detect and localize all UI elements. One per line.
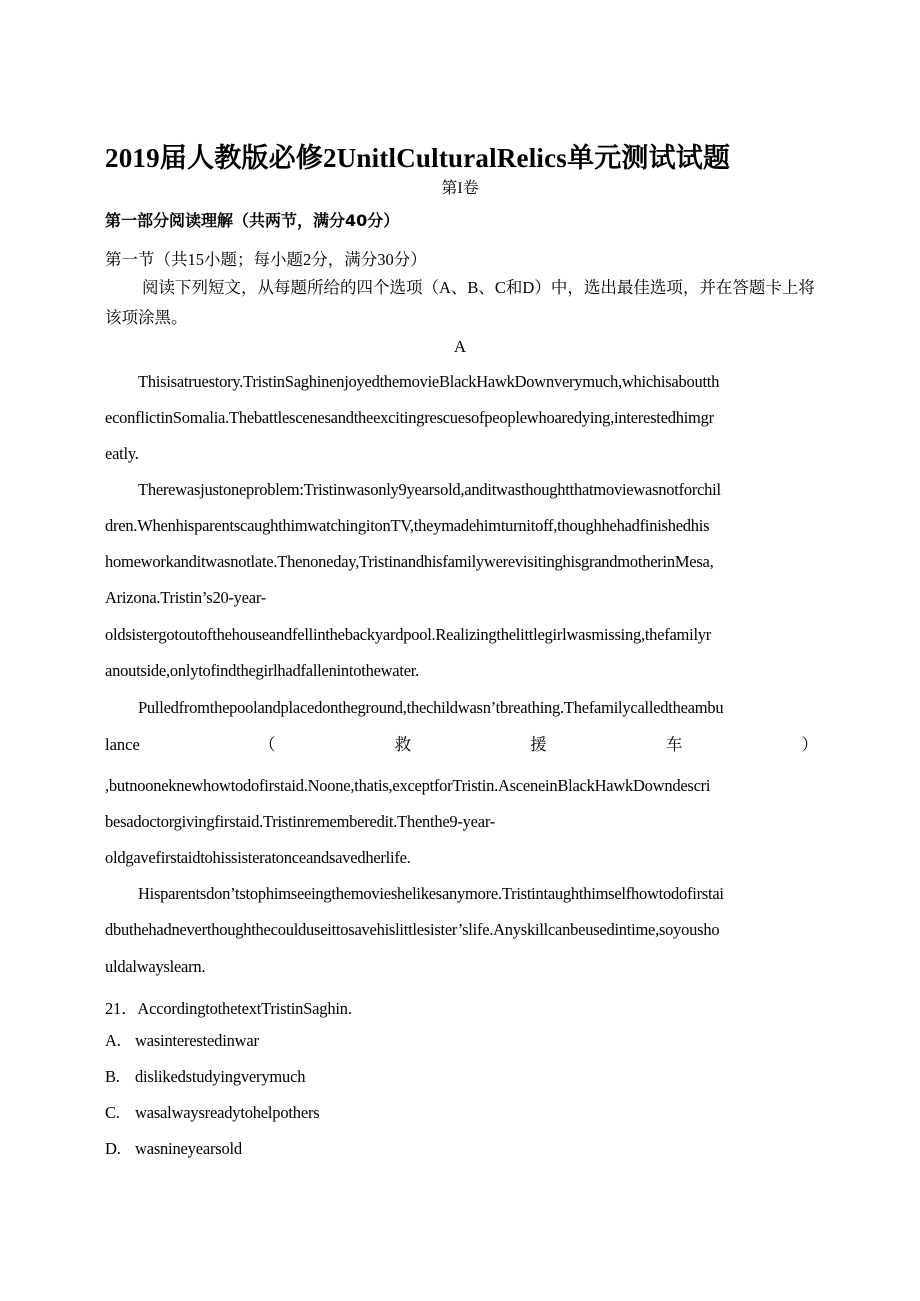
- passage-line: oldsistergotoutofthehouseandfellinthebackyardpool.Realizingthelittlegirlwasmissing,thefamilyr: [105, 625, 712, 644]
- option-text: wasalwaysreadytohelpothers: [135, 1103, 320, 1122]
- option-letter: A.: [105, 1031, 121, 1050]
- justified-word: lance: [105, 735, 140, 754]
- option-text: wasnineyearsold: [135, 1139, 242, 1158]
- justified-word: （: [258, 735, 276, 754]
- passage-line: Thisisatruestory.TristinSaghinenjoyedthemovieBlackHawkDownverymuch,whichisaboutth: [138, 372, 720, 391]
- option-letter: B.: [105, 1067, 120, 1086]
- passage-line: Hisparentsdon’tstophimseeingthemovieshelikesanymore.Tristintaughthimselfhowtodofirstai: [138, 884, 724, 903]
- option-letter: D.: [105, 1139, 121, 1158]
- option-letter: C.: [105, 1103, 120, 1122]
- justified-word: ）: [801, 735, 818, 754]
- volume-label: 第I卷: [441, 180, 479, 197]
- passage-line: econflictinSomalia.Thebattlescenesandtheexcitingrescuesofpeoplewhoaredying,interestedhimgr: [105, 408, 714, 427]
- section-heading: 第一节（共15小题；每小题2分，满分30分）: [105, 250, 427, 269]
- option-a: [105, 1031, 259, 1051]
- justified-word: 救: [394, 735, 412, 754]
- passage-line: Therewasjustoneproblem:Tristinwasonly9yearsold,anditwasthoughtthatmoviewasnotforchil: [138, 480, 721, 499]
- question-stem: 21．AccordingtothetextTristinSaghin.: [105, 999, 352, 1018]
- passage-line: uldalwayslearn.: [105, 957, 206, 976]
- passage-line: Arizona.Tristin’s20-year-: [105, 588, 266, 607]
- passage-line: dren.WhenhisparentscaughthimwatchingitonTV,theymadehimturnitoff,thoughhehadfinishedhis: [105, 516, 710, 535]
- passage-line: Pulledfromthepoolandplacedontheground,thechildwasn’tbreathing.Thefamilycalledtheambu: [138, 698, 724, 717]
- document-title: 2019届人教版必修2UnitlCulturalRelics单元测试试题: [105, 143, 731, 173]
- passage-line: homeworkanditwasnotlate.Thenoneday,TristinandhisfamilywerevisitinghisgrandmotherinMesa,: [105, 552, 714, 571]
- part-heading: 第一部分阅读理解（共两节，满分40分）: [105, 211, 400, 230]
- option-d: [105, 1139, 242, 1159]
- passage-line: anoutside,onlytofindthegirlhadfallenintothewater.: [105, 661, 419, 680]
- justified-word: 援: [530, 735, 547, 754]
- option-text: wasinterestedinwar: [135, 1031, 259, 1050]
- passage-line: dbuthehadneverthoughthecoulduseittosavehislittlesister’slife.Anyskillcanbeusedintime,soyousho: [105, 920, 720, 939]
- passage-line: oldgavefirstaidtohissisteratonceandsavedherlife.: [105, 848, 411, 867]
- justified-line: [105, 727, 818, 763]
- passage-line: eatly.: [105, 444, 139, 463]
- instructions: 阅读下列短文，从每题所给的四个选项（A、B、C和D）中，选出最佳选项，并在答题卡上将该项涂黑。: [105, 278, 815, 327]
- passage-line: besadoctorgivingfirstaid.Tristinrememberedit.Thenthe9-year-: [105, 812, 495, 831]
- passage-label: A: [453, 337, 467, 356]
- passage-line: ,butnooneknewhowtodofirstaid.Noone,thatis,exceptforTristin.AsceneinBlackHawkDowndescri: [105, 776, 711, 795]
- justified-word: 车: [665, 735, 683, 754]
- option-b: [105, 1067, 305, 1087]
- option-text: dislikedstudyingverymuch: [135, 1067, 306, 1086]
- option-c: [105, 1103, 320, 1123]
